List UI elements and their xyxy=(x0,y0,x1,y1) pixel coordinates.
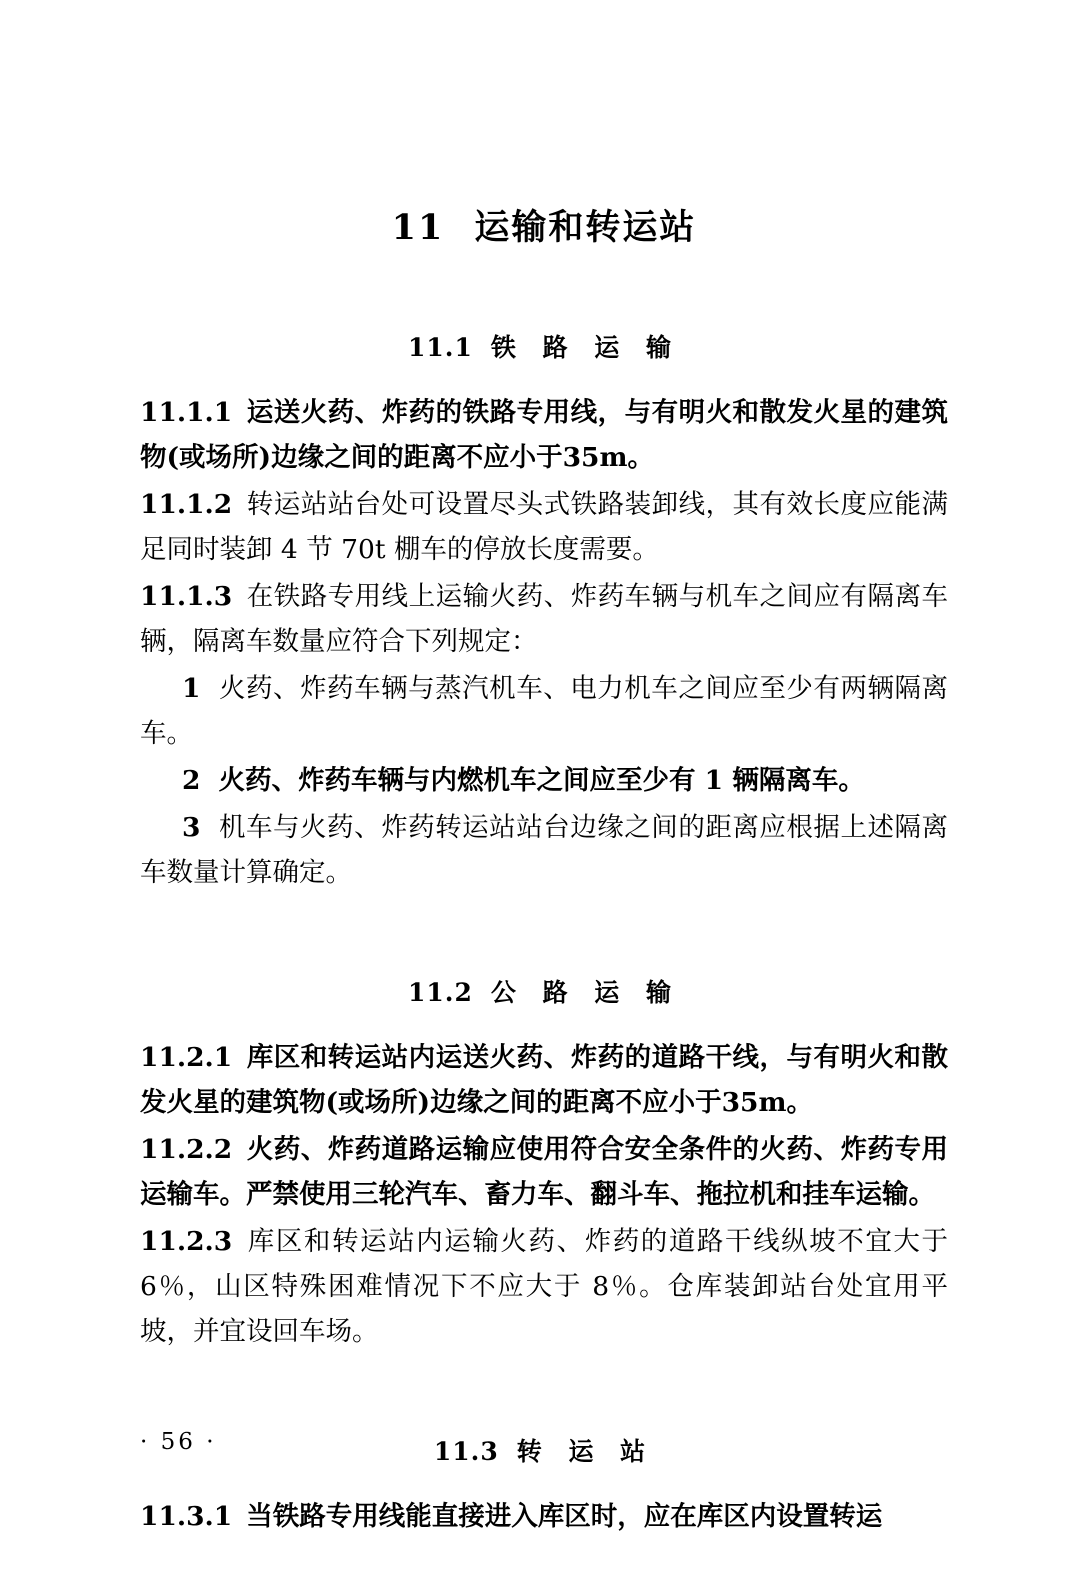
paragraph-text: 运送火药、炸药的铁路专用线，与有明火和散发火星的建筑物(或场所)边缘之间的距离不应小于35m。 xyxy=(140,397,948,473)
paragraph-11-2-3 xyxy=(140,1219,948,1354)
list-item-text: 火药、炸药车辆与蒸汽机车、电力机车之间应至少有两辆隔离车。 xyxy=(140,673,948,749)
paragraph-11-1-2 xyxy=(140,482,948,572)
list-item-11-1-3-3 xyxy=(140,805,948,895)
footer-page-value: 56 xyxy=(160,1429,196,1455)
section-number: 11.1 xyxy=(407,333,473,362)
section-title-text: 铁 路 运 输 xyxy=(490,333,680,362)
list-item-text: 机车与火药、炸药转运站站台边缘之间的距离应根据上述隔离车数量计算确定。 xyxy=(140,812,948,888)
paragraph-text: 当铁路专用线能直接进入库区时，应在库区内设置转运 xyxy=(246,1501,883,1532)
paragraph-index: 11.3.1 xyxy=(140,1501,233,1532)
footer-dot-left: · xyxy=(140,1429,151,1455)
list-item-text: 火药、炸药车辆与内燃机车之间应至少有 1 辆隔离车。 xyxy=(218,765,865,796)
paragraph-index: 11.1.3 xyxy=(140,581,233,612)
page-footer-number xyxy=(140,1429,217,1455)
footer-dot-right: · xyxy=(206,1429,217,1455)
paragraph-index: 11.2.1 xyxy=(140,1042,233,1073)
section-heading-11-3 xyxy=(140,1432,948,1468)
list-item-11-1-3-1 xyxy=(140,666,948,756)
list-item-11-1-3-2 xyxy=(140,758,948,803)
section-number: 11.3 xyxy=(433,1437,499,1466)
section-title-text: 转 运 站 xyxy=(516,1437,655,1466)
section-heading-11-2 xyxy=(140,973,948,1009)
paragraph-text: 火药、炸药道路运输应使用符合安全条件的火药、炸药专用运输车。严禁使用三轮汽车、畜力车、翻斗车、拖拉机和挂车运输。 xyxy=(140,1134,948,1210)
paragraph-text: 转运站站台处可设置尽头式铁路装卸线，其有效长度应能满足同时装卸 4 节 70t 棚车的停放长度需要。 xyxy=(140,489,948,565)
list-item-index: 1 xyxy=(182,673,201,704)
paragraph-text: 库区和转运站内运输火药、炸药的道路干线纵坡不宜大于 6％，山区特殊困难情况下不应大于 8％。仓库装卸站台处宜用平坡，并宜设回车场。 xyxy=(140,1226,948,1347)
paragraph-index: 11.1.1 xyxy=(140,397,233,428)
paragraph-11-3-1 xyxy=(140,1494,948,1539)
paragraph-index: 11.2.3 xyxy=(140,1226,233,1257)
chapter-title-text: 运输和转运站 xyxy=(474,207,697,248)
paragraph-text: 库区和转运站内运送火药、炸药的道路干线，与有明火和散发火星的建筑物(或场所)边缘之间的距离不应小于35m。 xyxy=(140,1042,948,1118)
paragraph-index: 11.1.2 xyxy=(140,489,233,520)
list-item-index: 3 xyxy=(182,812,201,843)
section-heading-11-1 xyxy=(140,328,948,364)
paragraph-text: 在铁路专用线上运输火药、炸药车辆与机车之间应有隔离车辆，隔离车数量应符合下列规定： xyxy=(140,581,948,657)
paragraph-11-1-1 xyxy=(140,390,948,480)
section-title-text: 公 路 运 输 xyxy=(490,978,680,1007)
chapter-number: 11 xyxy=(391,207,445,248)
paragraph-11-2-2 xyxy=(140,1127,948,1217)
chapter-heading xyxy=(140,200,948,250)
paragraph-11-2-1 xyxy=(140,1035,948,1125)
page-content xyxy=(140,0,948,1541)
paragraph-11-1-3 xyxy=(140,574,948,664)
section-number: 11.2 xyxy=(407,978,473,1007)
list-item-index: 2 xyxy=(182,765,201,796)
paragraph-index: 11.2.2 xyxy=(140,1134,233,1165)
